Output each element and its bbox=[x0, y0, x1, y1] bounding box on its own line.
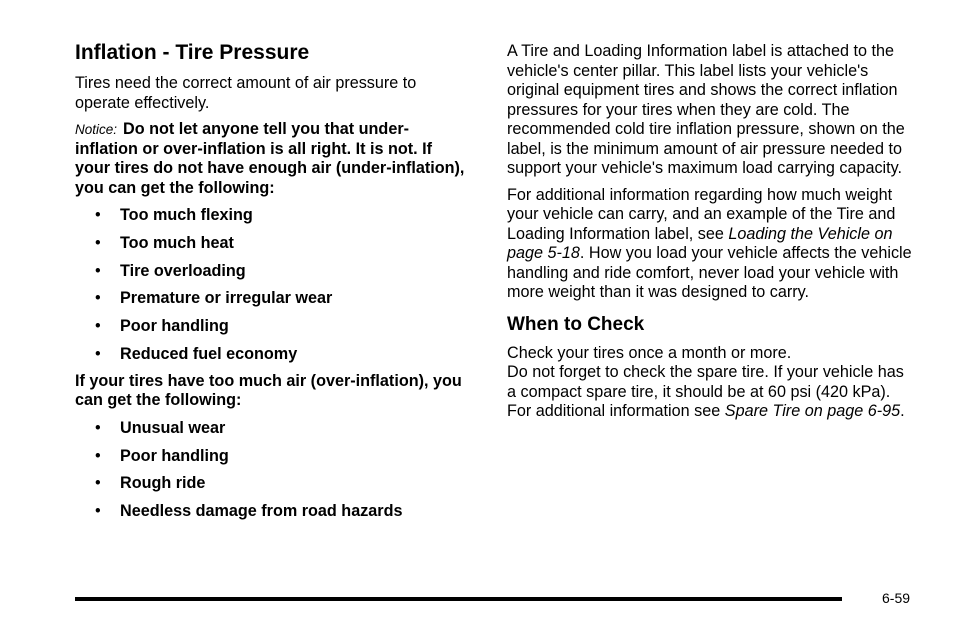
bullet-icon: • bbox=[95, 344, 101, 363]
list-item: • Poor handling bbox=[95, 446, 229, 465]
page-number: 6-59 bbox=[882, 590, 911, 606]
list-item: • Poor handling bbox=[95, 317, 229, 336]
notice-block bbox=[75, 120, 470, 198]
bullet-icon: • bbox=[95, 446, 101, 465]
over-inflation-list bbox=[75, 418, 470, 521]
intro-paragraph: Tires need the correct amount of air pressure to operate effectively. bbox=[75, 74, 417, 112]
spare-tire-reference-link[interactable]: Spare Tire on page 6-95 bbox=[724, 402, 901, 420]
bullet-icon: • bbox=[95, 502, 101, 521]
loading-reference-link[interactable]: Loading the Vehicle on page 5-18 bbox=[507, 224, 893, 262]
under-inflation-list bbox=[75, 205, 470, 364]
bullet-icon: • bbox=[95, 289, 101, 308]
right-column bbox=[507, 42, 912, 429]
over-inflation-intro: If your tires have too much air (over-inflation), you can get the following: bbox=[75, 371, 462, 410]
list-item: • Too much heat bbox=[95, 233, 234, 252]
list-item: • Too much flexing bbox=[95, 206, 253, 224]
loading-paragraph: For additional information regarding how much weight your vehicle can carry, and an example of the Tire and Loading Information label, see Loading the Vehicle on page 5-18. How you load your vehicle affects the vehicle handling and ride comfort, never load your vehicle with more weight than it was designed to carry. bbox=[507, 185, 912, 301]
list-item: • Reduced fuel economy bbox=[95, 344, 298, 363]
bullet-icon: • bbox=[95, 418, 101, 437]
list-item: • Tire overloading bbox=[95, 261, 246, 280]
bullet-icon: • bbox=[95, 233, 101, 252]
when-to-check-heading: When to Check bbox=[507, 313, 645, 335]
list-item: • Premature or irregular wear bbox=[95, 289, 333, 308]
left-column bbox=[75, 40, 470, 529]
bullet-icon: • bbox=[95, 206, 101, 224]
list-item: • Needless damage from road hazards bbox=[95, 502, 403, 521]
bullet-icon: • bbox=[95, 317, 101, 336]
label-paragraph: A Tire and Loading Information label is attached to the vehicle's center pillar. This label lists your vehicle's original equipment tires and shows the correct inflation pressures for your tires when they are cold. The recommended cold tire inflation pressure, shown on the label, is the minimum amount of air pressure needed to support your vehicle's maximum load carrying capacity. bbox=[507, 42, 905, 177]
notice-text: Do not let anyone tell you that under-inflation or over-inflation is all right. It is not. If your tires do not have enough air (under-inflation), you can get the following: bbox=[75, 120, 465, 197]
section-title: Inflation - Tire Pressure bbox=[75, 41, 310, 64]
check-paragraph: Check your tires once a month or more. Do not forget to check the spare tire. If your vehicle has a compact spare tire, it should be at 60 psi (420 kPa). For additional information see Spare Tire on page 6-95. bbox=[507, 343, 905, 420]
notice-label: Notice: bbox=[75, 122, 118, 137]
list-item: • Rough ride bbox=[95, 474, 206, 493]
bullet-icon: • bbox=[95, 261, 101, 280]
bullet-icon: • bbox=[95, 474, 101, 493]
footer-rule bbox=[75, 597, 842, 601]
list-item: • Unusual wear bbox=[95, 418, 226, 437]
